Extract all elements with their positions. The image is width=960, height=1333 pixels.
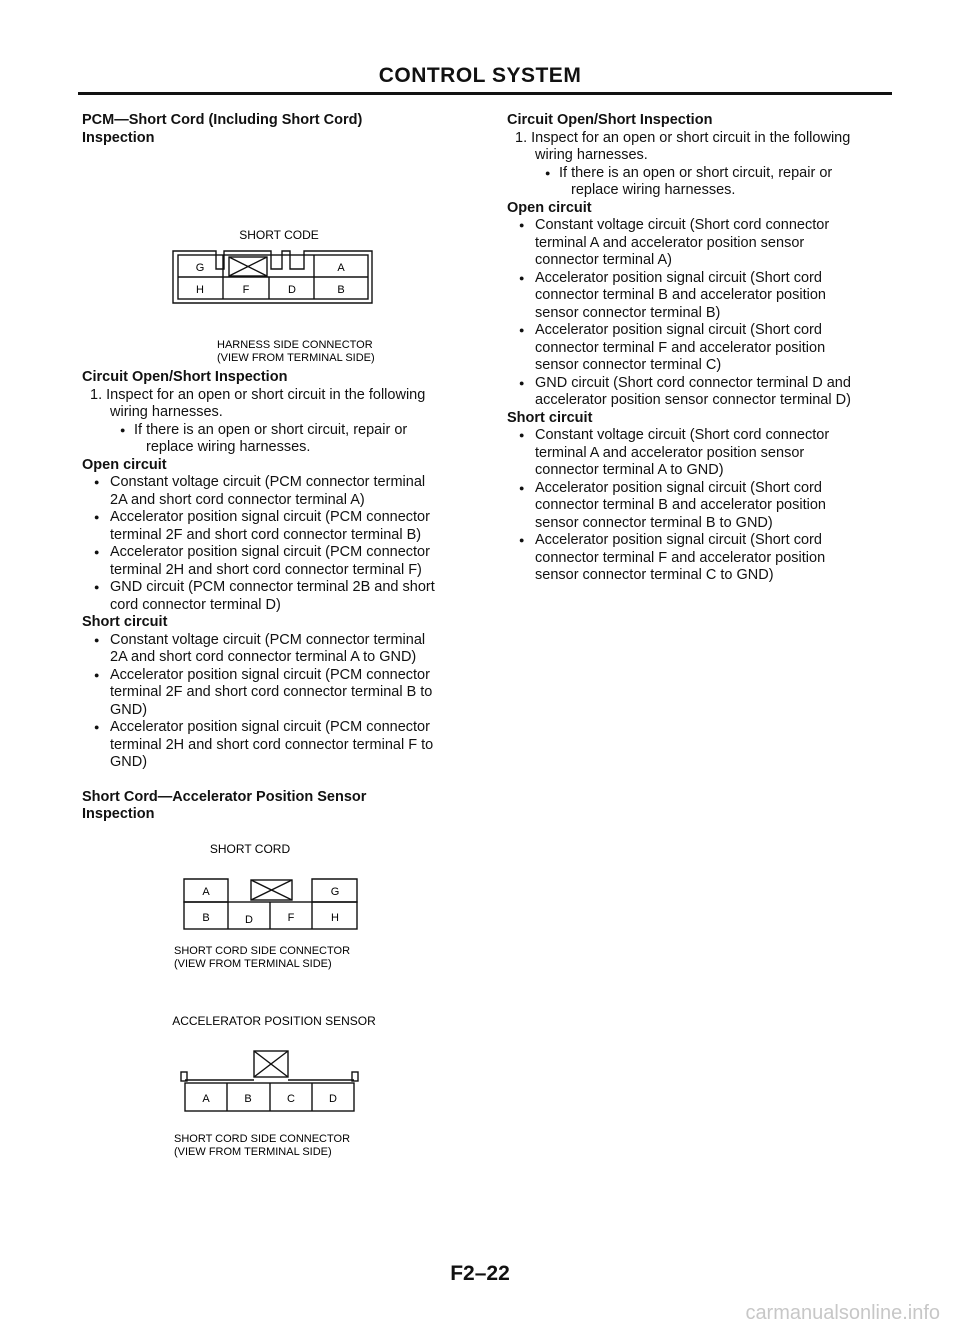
fig2-cell-g: G (330, 885, 340, 898)
list-line: sensor connector terminal C) (535, 357, 722, 373)
list-line: sensor connector terminal B) (535, 304, 721, 321)
list-item (507, 375, 892, 410)
page-number: F2–22 (450, 1262, 510, 1285)
fig3-cell-a: A (202, 1092, 210, 1105)
list-line: 2A and short cord connector terminal A to GND) (110, 649, 417, 665)
list-item (82, 474, 477, 509)
left-short-circuit-title: Short circuit (82, 614, 168, 630)
list-item (507, 270, 892, 323)
step-line: 1. Inspect for an open or short circuit in the following (515, 129, 851, 146)
step-line: wiring harnesses. (535, 147, 648, 163)
left-step-1 (82, 387, 477, 422)
list-line: ● Constant voltage circuit (PCM connector terminal (110, 631, 426, 648)
step-line: 1. Inspect for an open or short circuit in the following (90, 386, 426, 403)
list-item (82, 579, 477, 614)
list-line: terminal 2F and short cord connector terminal B) (110, 526, 422, 543)
fig2-caption-line: (VIEW FROM TERMINAL SIDE) (174, 957, 332, 970)
list-item (507, 427, 892, 480)
left-column (82, 112, 477, 1174)
fig3-caption-line: SHORT CORD SIDE CONNECTOR (174, 1132, 351, 1145)
figure-short-code-connector (82, 147, 477, 369)
fig2-cell-d: D (245, 913, 253, 926)
list-line: connector terminal F and accelerator position (535, 339, 826, 356)
list-line: terminal 2F and short cord connector terminal B to (110, 684, 433, 700)
list-line: ● Constant voltage circuit (Short cord connector (535, 217, 830, 233)
right-sub-bullet (507, 165, 892, 200)
list-line: terminal 2H and short cord connector terminal F to (110, 736, 434, 753)
right-column (507, 112, 892, 585)
list-line: GND) (110, 701, 148, 718)
fig1-cell-f: F (242, 284, 250, 296)
list-line: ● Constant voltage circuit (Short cord connector (535, 427, 830, 443)
fig2-cell-h: H (331, 911, 339, 924)
right-step-1 (507, 130, 892, 165)
list-line: ● GND circuit (PCM connector terminal 2B and short (110, 579, 435, 595)
fig2-label: SHORT CORD (209, 841, 291, 856)
section-title-line: Inspection (82, 806, 155, 822)
list-line: connector terminal F and accelerator position (535, 549, 826, 566)
sub-bullet-line: replace wiring harnesses. (146, 439, 311, 455)
list-line: ● Accelerator position signal circuit (PCM connector (110, 544, 430, 560)
list-line: cord connector terminal D) (110, 596, 281, 613)
left-inspection-title: Circuit Open/Short Inspection (82, 369, 288, 385)
sub-bullet-line: replace wiring harnesses. (571, 182, 736, 198)
list-line: terminal A and accelerator position sensor (535, 234, 805, 251)
list-line: terminal A and accelerator position sensor (535, 444, 805, 461)
section-title-line: Inspection (82, 129, 155, 146)
fig1-cell-b: B (337, 284, 345, 296)
sub-bullet-line: ● If there is an open or short circuit, repair or (134, 421, 408, 438)
spacer (82, 772, 477, 789)
list-item (507, 532, 892, 585)
step-line: wiring harnesses. (110, 404, 223, 420)
list-line: ● Constant voltage circuit (PCM connector terminal (110, 474, 426, 490)
list-item (82, 509, 477, 544)
list-line: ● GND circuit (Short cord connector terminal D and (535, 374, 851, 391)
fig3-caption-line: (VIEW FROM TERMINAL SIDE) (174, 1145, 332, 1158)
list-item (507, 480, 892, 533)
fig3-cell-b: B (244, 1092, 252, 1105)
list-item (507, 217, 892, 270)
list-line: GND) (110, 754, 148, 770)
list-line: ● Accelerator position signal circuit (PCM connector (110, 509, 430, 525)
fig3-cell-d: D (329, 1092, 337, 1105)
list-line: ● Accelerator position signal circuit (PCM connector (110, 719, 430, 735)
list-line: connector terminal B and accelerator position (535, 287, 826, 303)
fig2-caption-line: SHORT CORD SIDE CONNECTOR (174, 944, 351, 957)
section-title-line: Short Cord—Accelerator Position Sensor (82, 788, 367, 805)
fig2-cell-b: B (202, 911, 210, 924)
section-title-short-cord-aps (82, 789, 477, 824)
section-title-line: PCM—Short Cord (Including Short Cord) (82, 112, 363, 128)
list-item (82, 719, 477, 772)
fig1-label: SHORT CODE (239, 228, 319, 242)
list-line: ● Accelerator position signal circuit (Short cord (535, 479, 822, 496)
connector-diagram-2 (82, 824, 477, 1174)
fig3-label: ACCELERATOR POSITION SENSOR (172, 1013, 376, 1028)
list-line: ● Accelerator position signal circuit (PCM connector (110, 666, 430, 683)
fig1-cell-a: A (337, 262, 345, 274)
left-sub-bullet (82, 422, 477, 457)
watermark: carmanualsonline.info (745, 1302, 940, 1324)
list-item (82, 544, 477, 579)
header-rule (78, 92, 892, 95)
fig1-cell-g: G (195, 262, 205, 274)
list-line: connector terminal A) (535, 252, 673, 268)
right-inspection-title: Circuit Open/Short Inspection (507, 112, 713, 128)
fig2-cell-f: F (287, 911, 295, 924)
fig2-cell-a: A (202, 885, 210, 898)
fig1-caption-line: HARNESS SIDE CONNECTOR (217, 339, 373, 351)
section-title-pcm-short-cord (82, 112, 477, 147)
list-line: connector terminal A to GND) (535, 462, 724, 478)
list-item (82, 632, 477, 667)
fig1-cell-h: H (196, 284, 204, 296)
list-line: 2A and short cord connector terminal A) (110, 491, 365, 508)
list-line: ● Accelerator position signal circuit (Short cord (535, 532, 822, 548)
list-line: ● Accelerator position signal circuit (Short cord (535, 322, 822, 338)
fig3-cell-c: C (287, 1092, 295, 1105)
list-line: sensor connector terminal B to GND) (535, 514, 773, 531)
list-line: ● Accelerator position signal circuit (Short cord (535, 269, 822, 286)
right-open-circuit-title: Open circuit (507, 199, 592, 216)
right-short-circuit-title: Short circuit (507, 409, 593, 426)
fig1-caption-line: (VIEW FROM TERMINAL SIDE) (217, 352, 375, 364)
list-line: connector terminal B and accelerator position (535, 497, 826, 513)
left-open-circuit-title: Open circuit (82, 456, 167, 473)
list-item (82, 667, 477, 720)
list-line: accelerator position sensor connector terminal D) (535, 392, 851, 408)
list-line: terminal 2H and short cord connector terminal F) (110, 561, 422, 578)
fig1-cell-d: D (288, 284, 296, 296)
sub-bullet-line: ● If there is an open or short circuit, repair or (559, 164, 833, 181)
figure-short-cord-connectors (82, 824, 477, 1174)
connector-diagram-1 (82, 147, 477, 369)
page-title: CONTROL SYSTEM (378, 64, 582, 87)
list-item (507, 322, 892, 375)
list-line: sensor connector terminal C to GND) (535, 567, 774, 583)
